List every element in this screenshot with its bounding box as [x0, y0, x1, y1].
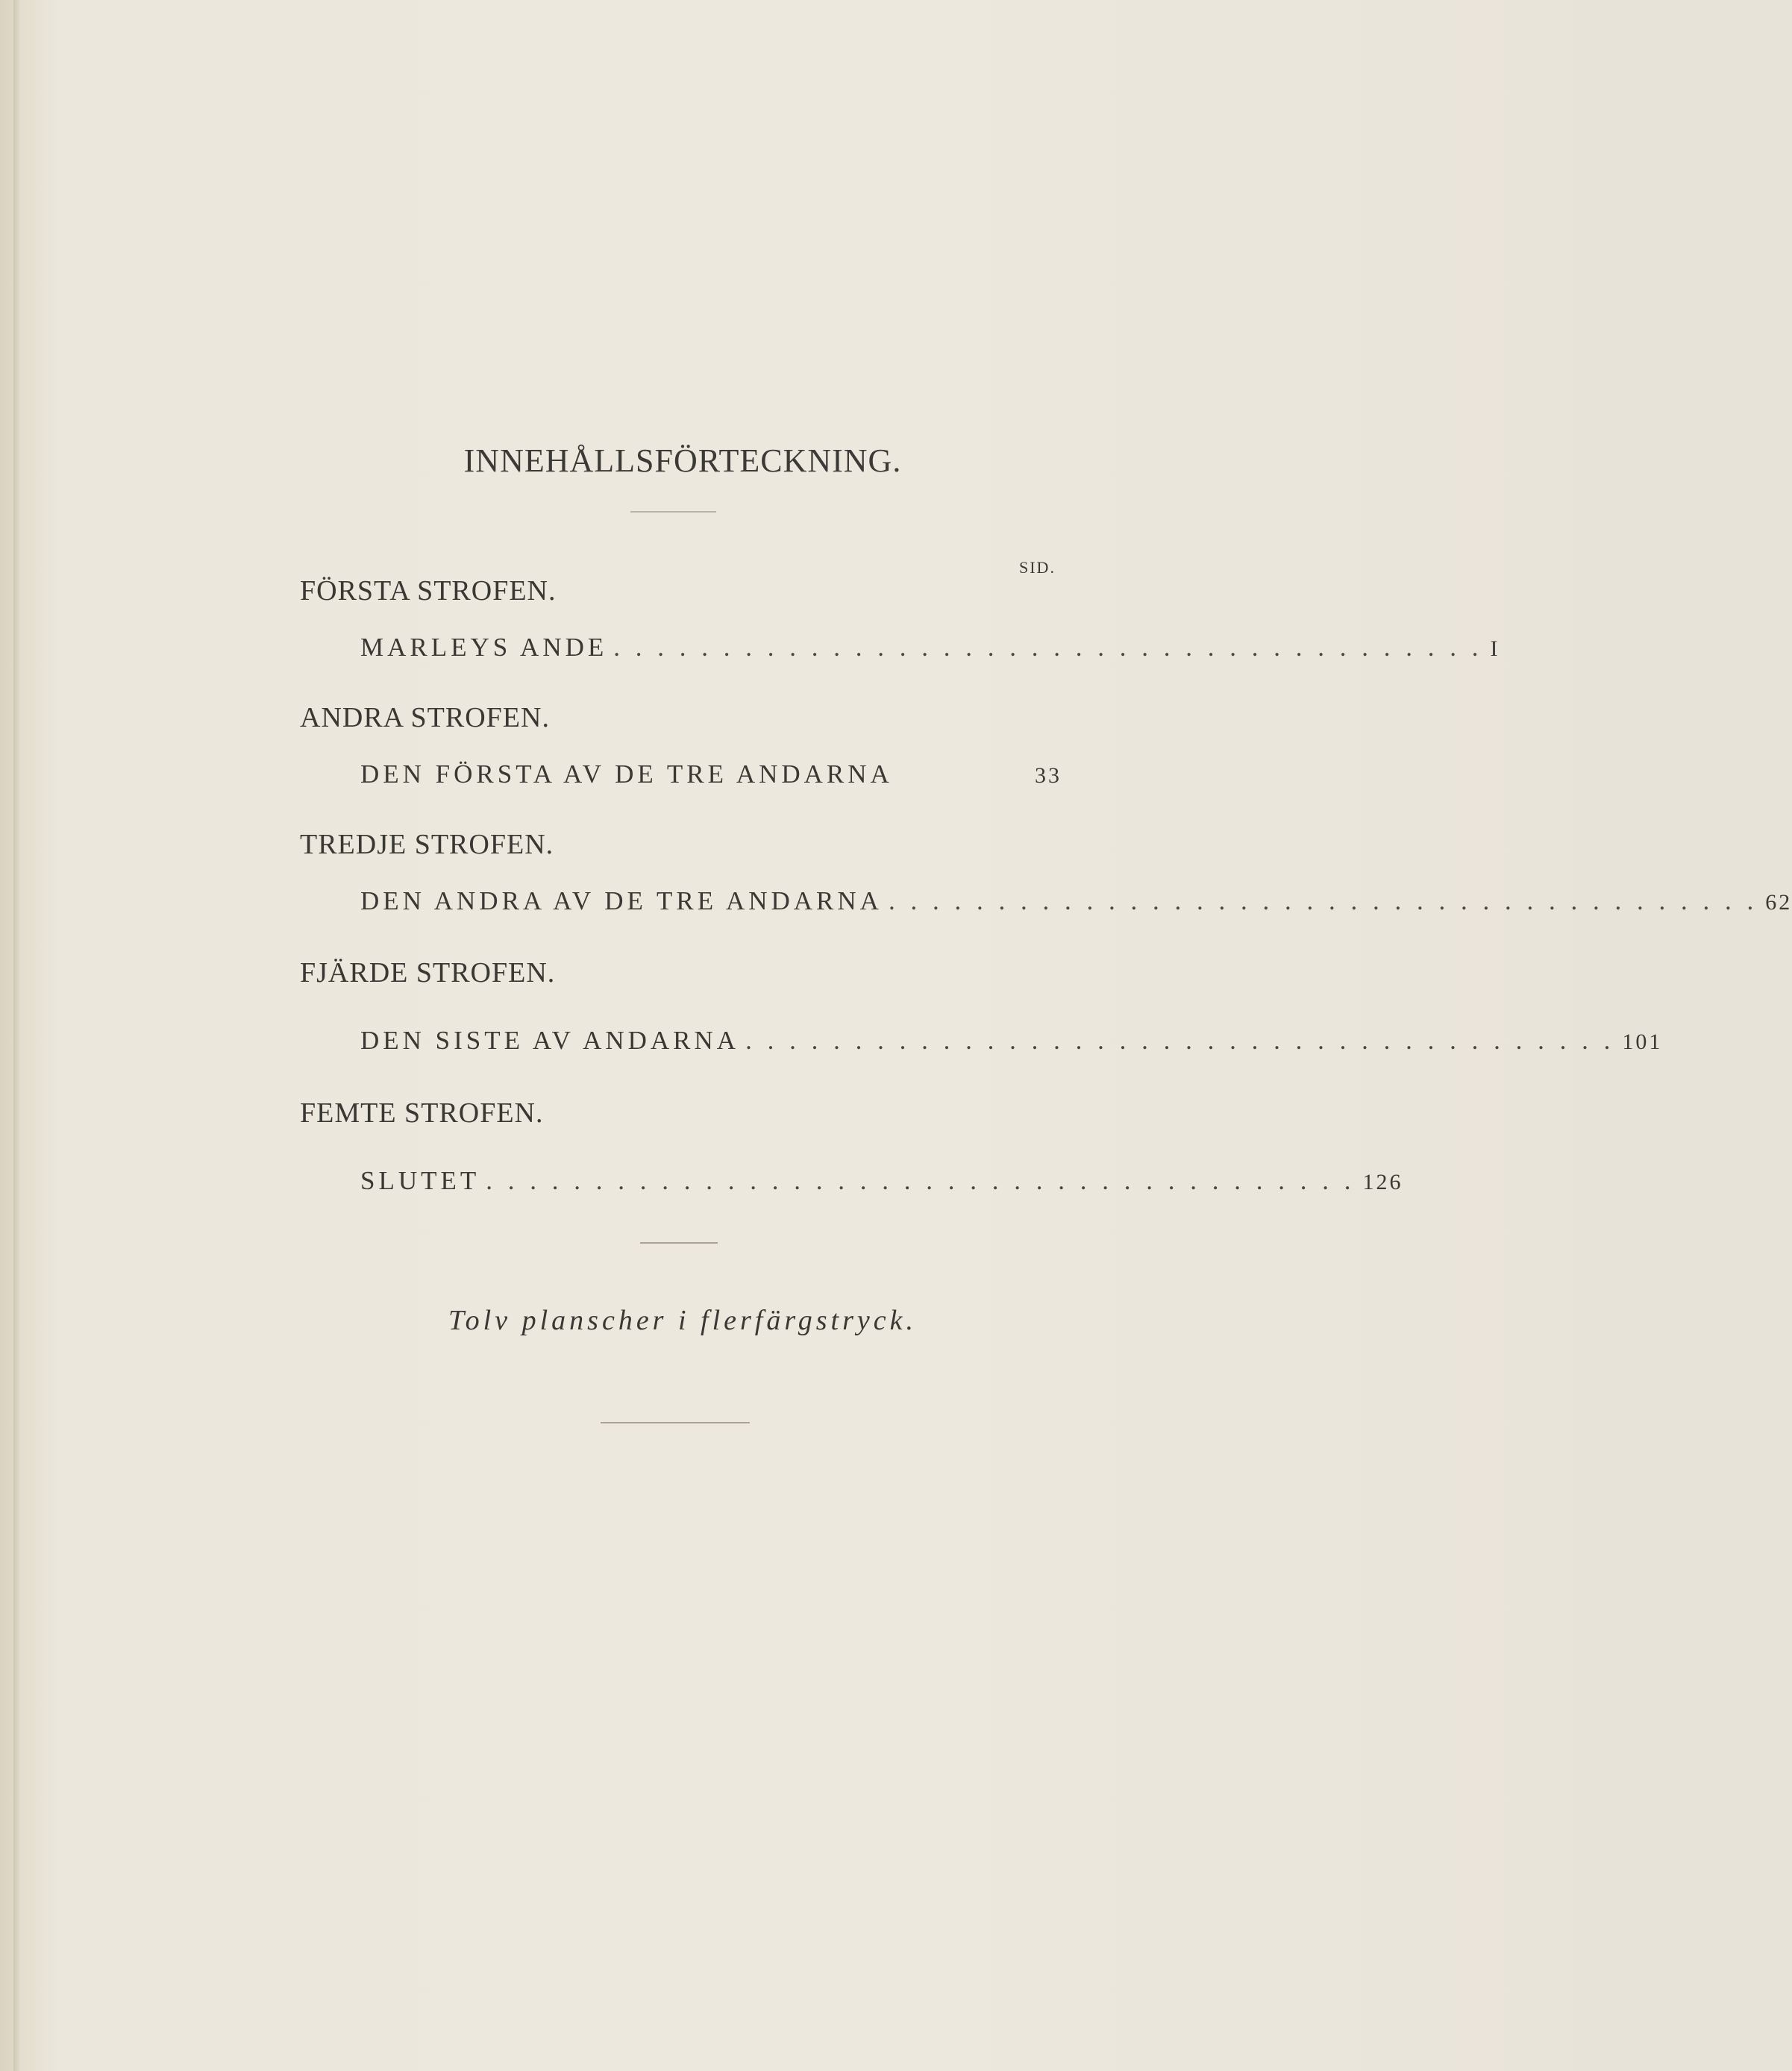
toc-entry: [360, 633, 1500, 670]
toc-entry-title: DEN ANDRA AV DE TRE ANDARNA: [360, 886, 883, 915]
section-heading: TREDJE STROFEN.: [300, 829, 554, 860]
section-heading: FEMTE STROFEN.: [300, 1097, 544, 1129]
closing-rule: [601, 1422, 750, 1423]
dot-leader: . . . . . . . . . . . . . . . . . . . . . . . . . . . . . . . . . . . . . . . .: [486, 1166, 1356, 1195]
toc-entry-page: 33: [1035, 763, 1062, 788]
dot-leader: . . . . . . . . . . . . . . . . . . . . . . . . . . . . . . . . . . . . . . . .: [745, 1026, 1615, 1055]
page-title: INNEHÅLLSFÖRTECKNING.: [463, 442, 902, 479]
toc-entry-page: 126: [1362, 1170, 1403, 1194]
dot-leader: . . . . . . . . . . . . . . . . . . . . . . . . . . . . . . . . . . . . . . . .: [888, 886, 1758, 915]
page-column-label: SID.: [1019, 558, 1056, 577]
section-heading: FJÄRDE STROFEN.: [300, 957, 556, 988]
toc-entry-page: 62: [1765, 890, 1792, 915]
divider-rule: [640, 1242, 718, 1244]
plates-note: Tolv planscher i flerfärgstryck.: [448, 1305, 917, 1336]
toc-entry-title: DEN FÖRSTA AV DE TRE ANDARNA: [360, 759, 893, 789]
toc-entry-page: 101: [1622, 1030, 1663, 1054]
toc-entry: [360, 1026, 1663, 1063]
page-gutter: [13, 0, 19, 2071]
dot-leader: . . . . . . . . . . . . . . . . . . . . . . . . . . . . . . . . . . . . . . . .: [613, 633, 1483, 662]
section-heading: FÖRSTA STROFEN.: [300, 575, 557, 607]
toc-entry: [360, 886, 1792, 924]
toc-entry-title: SLUTET: [360, 1166, 480, 1195]
toc-entry: [360, 759, 1062, 797]
toc-entry-title: DEN SISTE AV ANDARNA: [360, 1026, 740, 1055]
toc-entry-page: I: [1490, 636, 1500, 661]
title-rule: [630, 511, 716, 513]
toc-entry-title: MARLEYS ANDE: [360, 633, 608, 662]
section-heading: ANDRA STROFEN.: [300, 702, 550, 733]
toc-entry: [360, 1166, 1403, 1203]
